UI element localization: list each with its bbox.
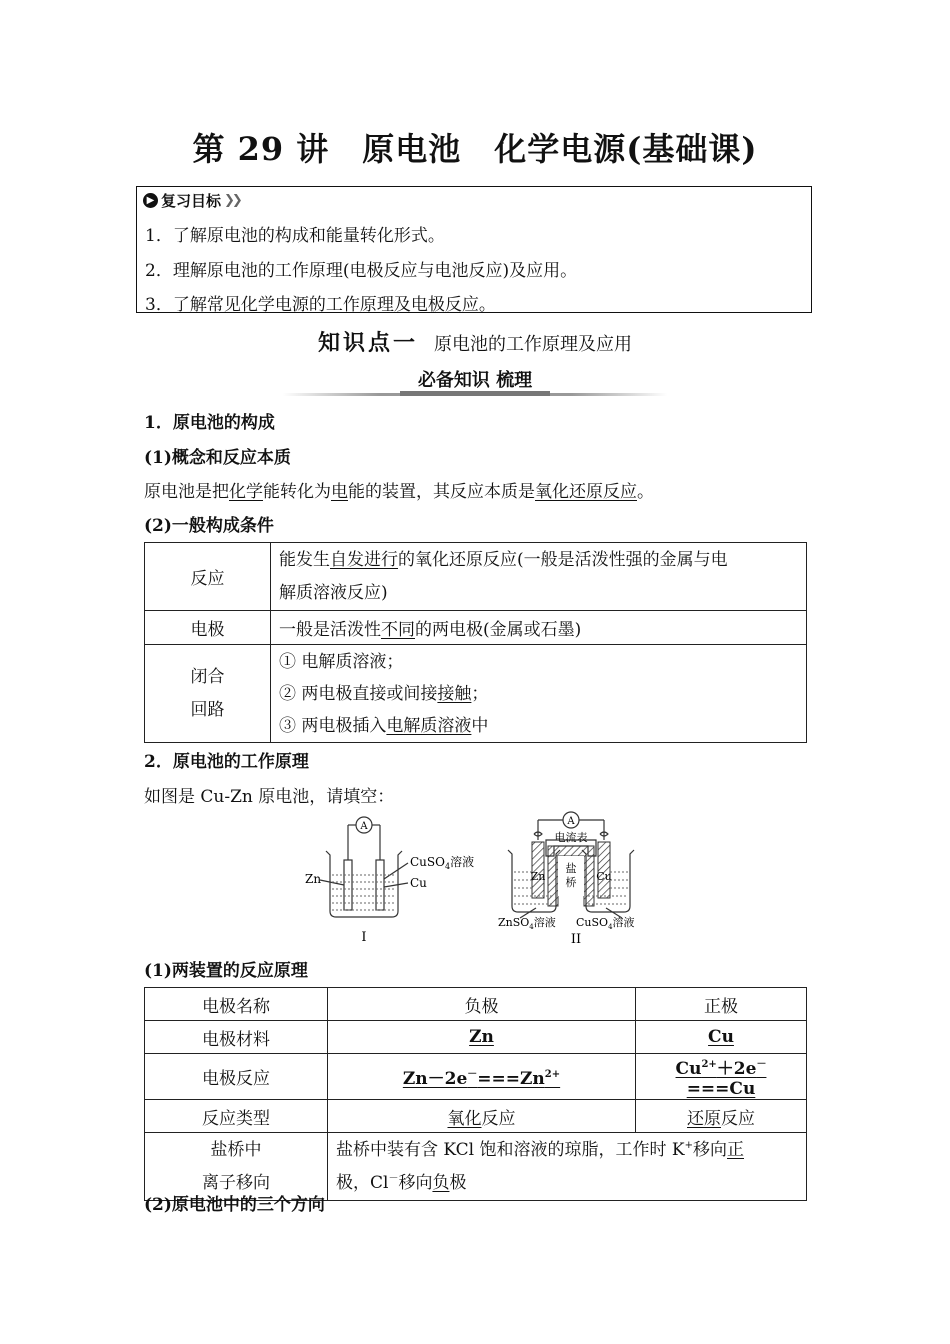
table-row	[145, 645, 807, 743]
row-label: 电极	[145, 611, 271, 645]
knowledge-point-label: 知识点一	[317, 331, 418, 356]
cuso4-label: CuSO$_4$溶液	[576, 916, 635, 931]
blank-answer: 接触	[437, 683, 472, 704]
sub-heading: (1)概念和反应本质	[144, 448, 291, 468]
goal-item: 3．了解常见化学电源的工作原理及电极反应。	[145, 295, 496, 315]
table-row	[145, 543, 807, 611]
salt-bridge-label: 盐	[565, 862, 577, 875]
blank-answer: 不同	[381, 620, 415, 640]
row-content: 能发生自发进行的氧化还原反应(一般是活泼性强的金属与电 解质溶液反应)	[271, 543, 807, 611]
zn-label: Zn	[305, 872, 322, 886]
row-content: 一般是活泼性不同的两电极(金属或石墨)	[271, 611, 807, 645]
row-label: 反应	[145, 543, 271, 611]
row-label: 电极材料	[145, 1021, 328, 1054]
double-chevron-icon: ❯❯	[224, 193, 240, 208]
sub-heading: (2)原电池中的三个方向	[144, 1195, 325, 1215]
knowledge-point-title: 原电池的工作原理及应用	[434, 334, 632, 355]
blank-answer: 自发进行	[330, 549, 398, 570]
blank-answer: 氧化还原反应	[535, 482, 637, 502]
blank-answer: 还原	[687, 1108, 721, 1129]
sub-heading: (2)一般构成条件	[144, 516, 274, 536]
subheading-divider-accent	[400, 391, 550, 396]
review-goals-label: 复习目标	[161, 192, 222, 210]
cu-label: Cu	[596, 870, 612, 883]
blank-answer: 氧化	[447, 1108, 482, 1129]
blank-answer: Zn	[469, 1027, 494, 1047]
table-cell	[636, 1021, 807, 1054]
goal-item: 2．理解原电池的工作原理(电极反应与电池反应)及应用。	[145, 261, 578, 281]
table-cell	[328, 1021, 636, 1054]
figure-label: I	[361, 930, 367, 945]
cu-zn-cell-figure-2	[496, 810, 646, 948]
cu-zn-cell-figure-1	[300, 815, 480, 947]
table-row	[145, 1100, 807, 1133]
blank-answer: 电	[331, 482, 348, 502]
table-row	[145, 1021, 807, 1054]
row-label: 盐桥中 离子移向	[145, 1133, 328, 1201]
table-cell: 氧化反应	[328, 1100, 636, 1133]
solution-label: CuSO$_4$溶液	[410, 855, 475, 871]
figure-label: II	[570, 932, 582, 947]
salt-bridge-label: 桥	[565, 876, 577, 889]
knowledge-point-heading	[0, 326, 950, 357]
table-cell	[636, 1054, 807, 1100]
row-label: 电极反应	[145, 1054, 328, 1100]
blank-answer: $Cu^{2+}+2e^-===Cu$	[675, 1059, 767, 1099]
section-heading: 2．原电池的工作原理	[144, 752, 309, 772]
blank-answer: 电解质溶液	[386, 715, 472, 736]
header-cell: 电极名称	[145, 988, 328, 1021]
table-row	[145, 611, 807, 645]
sub-heading: (1)两装置的反应原理	[144, 961, 308, 981]
header-cell: 负极	[328, 988, 636, 1021]
svg-text:A: A	[360, 821, 368, 832]
zn-label: Zn	[530, 870, 546, 883]
row-content: ① 电解质溶液； ② 两电极直接或间接接触； ③ 两电极插入电解质溶液中	[271, 645, 807, 743]
znso4-label: ZnSO$_4$溶液	[498, 916, 556, 931]
table-cell: 还原反应	[636, 1100, 807, 1133]
review-goals-header	[143, 190, 240, 211]
svg-text:A: A	[567, 816, 575, 827]
cu-label: Cu	[410, 876, 427, 890]
section-subheading: 必备知识 梳理	[417, 370, 533, 391]
blank-answer: 化学	[229, 482, 263, 502]
ammeter-label: 电流表	[554, 831, 588, 844]
table-row	[145, 1054, 807, 1100]
table-cell: 盐桥中装有含 KCl 饱和溶液的琼脂，工作时 K+移向正 极，Cl－移向负极	[328, 1133, 807, 1201]
concept-paragraph: 原电池是把化学能转化为电能的装置，其反应本质是氧化还原反应。	[144, 482, 654, 502]
intro-text: 如图是 Cu-Zn 原电池，请填空：	[144, 787, 395, 807]
blank-answer: Cu	[708, 1027, 734, 1047]
row-label: 反应类型	[145, 1100, 328, 1133]
table-cell	[328, 1054, 636, 1100]
section-heading: 1．原电池的构成	[144, 413, 275, 433]
review-goals-box	[136, 186, 812, 313]
goal-item: 1．了解原电池的构成和能量转化形式。	[145, 226, 445, 246]
blank-answer: 正	[727, 1139, 744, 1160]
conditions-table	[144, 542, 807, 743]
row-label: 闭合 回路	[145, 645, 271, 743]
blank-answer: $Zn-2e^-===Zn^{2+}$	[402, 1069, 561, 1089]
table-header-row	[145, 988, 807, 1021]
page-title: 第 29 讲 原电池 化学电源(基础课)	[192, 130, 758, 168]
blank-answer: 负	[432, 1172, 450, 1193]
reaction-principle-table	[144, 987, 807, 1201]
header-cell: 正极	[636, 988, 807, 1021]
play-icon: ▶	[143, 193, 158, 208]
